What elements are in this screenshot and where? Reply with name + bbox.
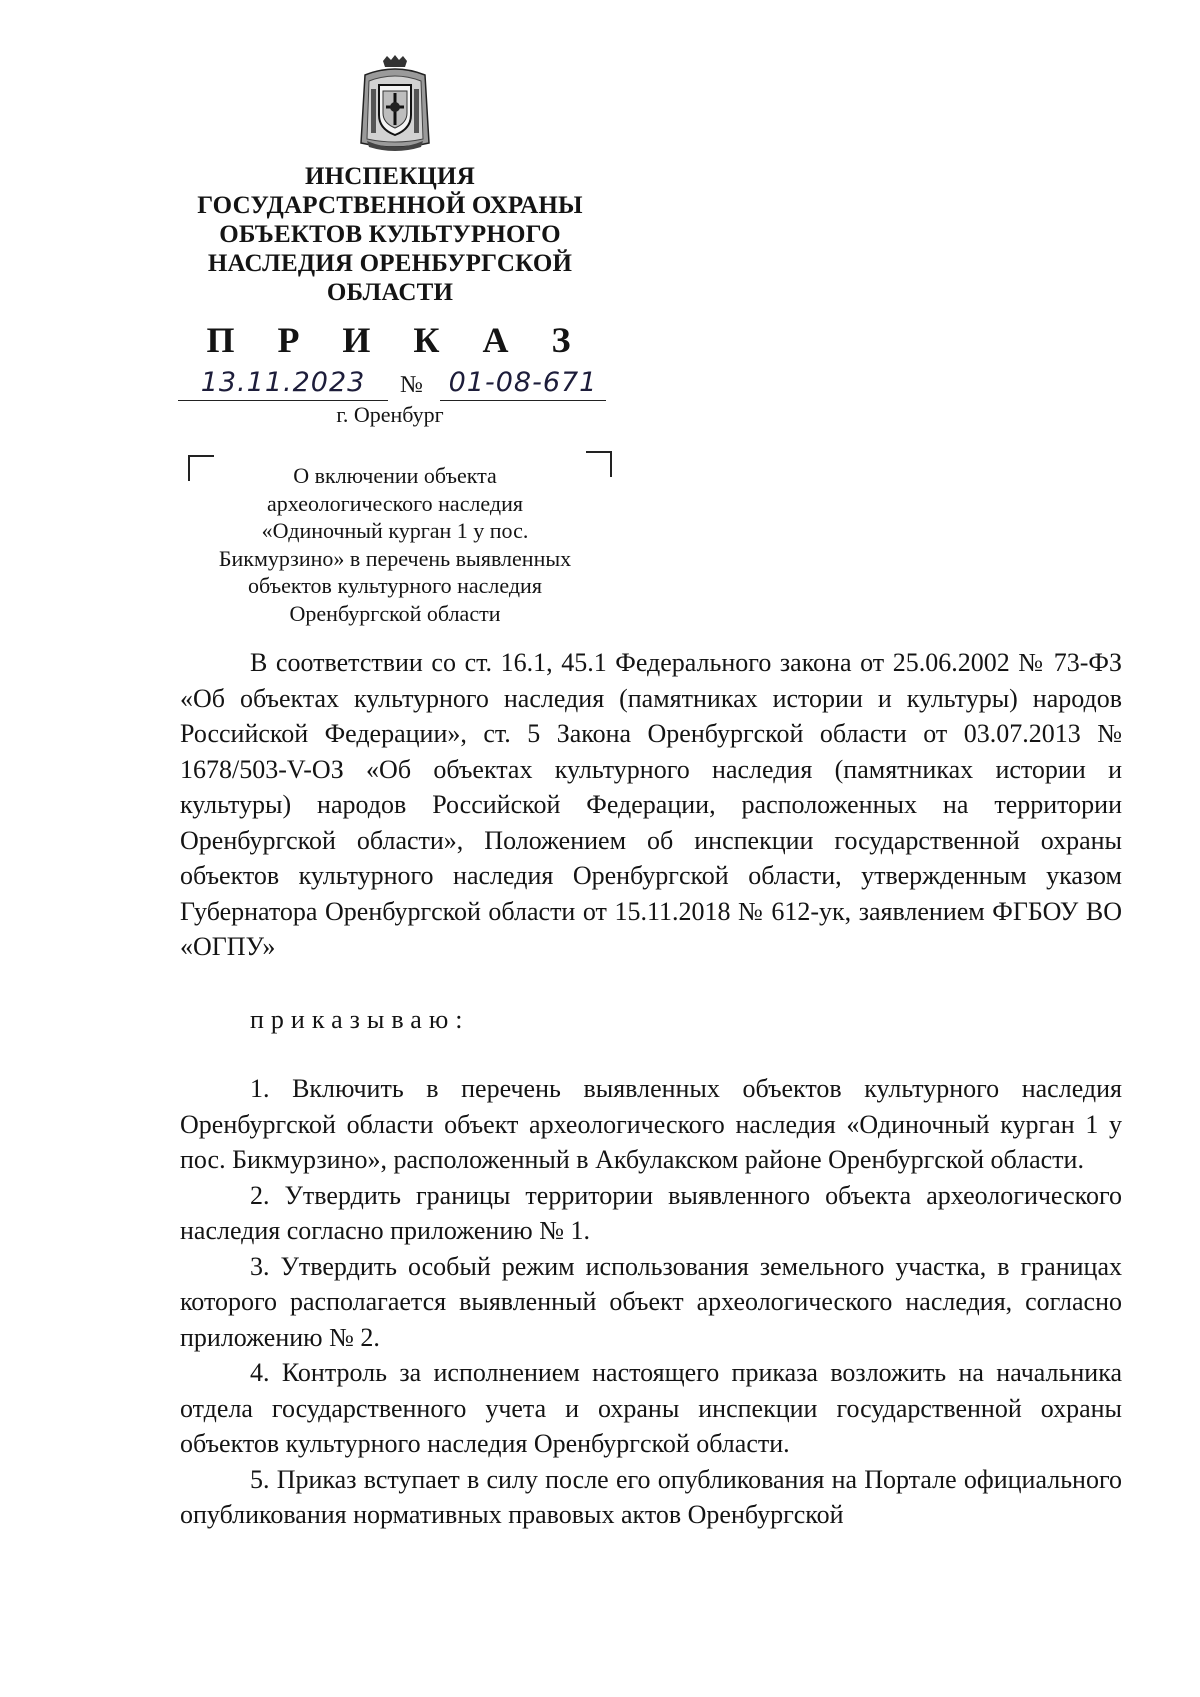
subject-line: «Одиночный курган 1 у пос. <box>261 518 529 543</box>
city-label: г. Оренбург <box>336 402 444 427</box>
preamble-paragraph: В соответствии со ст. 16.1, 45.1 Федерального закона от 25.06.2002 № 73-ФЗ «Об объектах культурного наследия (памятниках истории и культуры) народов Российской Федерации», ст. 5 Закона Оренбургской области от 03.07.2013 № 1678/503-V-ОЗ «Об объектах культурного наследия (памятниках истории и культуры) народов Российской Федерации, расположенных на территории Оренбургской области», Положением об инспекции государственной охраны объектов культурного наследия Оренбургской области, утвержденным указом Губернатора Оренбургской области от 15.11.2018 № 612-ук, заявлением ФГБОУ ВО «ОГПУ» <box>180 648 1122 961</box>
document-body <box>180 645 1122 1533</box>
header-line: ИНСПЕКЦИЯ <box>305 163 475 190</box>
order-item: 1. Включить в перечень выявленных объектов культурного наследия Оренбургской области объект археологического наследия «Одиночный курган 1 у пос. Бикмурзино», расположенный в Акбулакском районе Оренбургской области. <box>180 1074 1122 1174</box>
order-item: 2. Утвердить границы территории выявленного объекта археологического наследия согласно приложению № 1. <box>180 1180 1122 1245</box>
header-line: ОБЪЕКТОВ КУЛЬТУРНОГО <box>219 221 561 248</box>
subject-line: Бикмурзино» в перечень выявленных <box>218 545 572 571</box>
subject-line: археологического наследия <box>267 490 523 516</box>
subject-line: Оренбургской области <box>289 600 501 626</box>
header-line: НАСЛЕДИЯ ОРЕНБУРГСКОЙ <box>207 250 573 277</box>
order-word: приказываю: <box>250 1004 470 1034</box>
order-item: 3. Утвердить особый режим использования земельного участка, в границах которого располагается выявленный объект археологического наследия, согласно приложению № 2. <box>180 1251 1122 1352</box>
coat-of-arms-emblem-icon <box>355 55 435 155</box>
subject-line: О включении объекта <box>293 463 497 488</box>
agency-header <box>180 162 600 307</box>
date-number-line <box>178 366 606 402</box>
document-type-title: П Р И К А З <box>206 320 588 360</box>
order-item: 5. Приказ вступает в силу после его опубликования на Портале официального опубликования нормативных правовых актов Оренбургской <box>180 1464 1122 1529</box>
order-subject <box>190 462 600 627</box>
handwritten-date: 13.11.2023 <box>178 366 388 401</box>
order-item: 4. Контроль за исполнением настоящего приказа возложить на начальника отдела государственного учета и охраны инспекции государственной охраны объектов культурного наследия Оренбургской области. <box>180 1358 1122 1458</box>
handwritten-number: 01-08-671 <box>440 366 606 401</box>
header-line: ГОСУДАРСТВЕННОЙ ОХРАНЫ <box>197 192 583 219</box>
header-line: ОБЛАСТИ <box>326 279 454 306</box>
subject-line: объектов культурного наследия <box>248 573 542 598</box>
number-sign: № <box>400 372 423 398</box>
